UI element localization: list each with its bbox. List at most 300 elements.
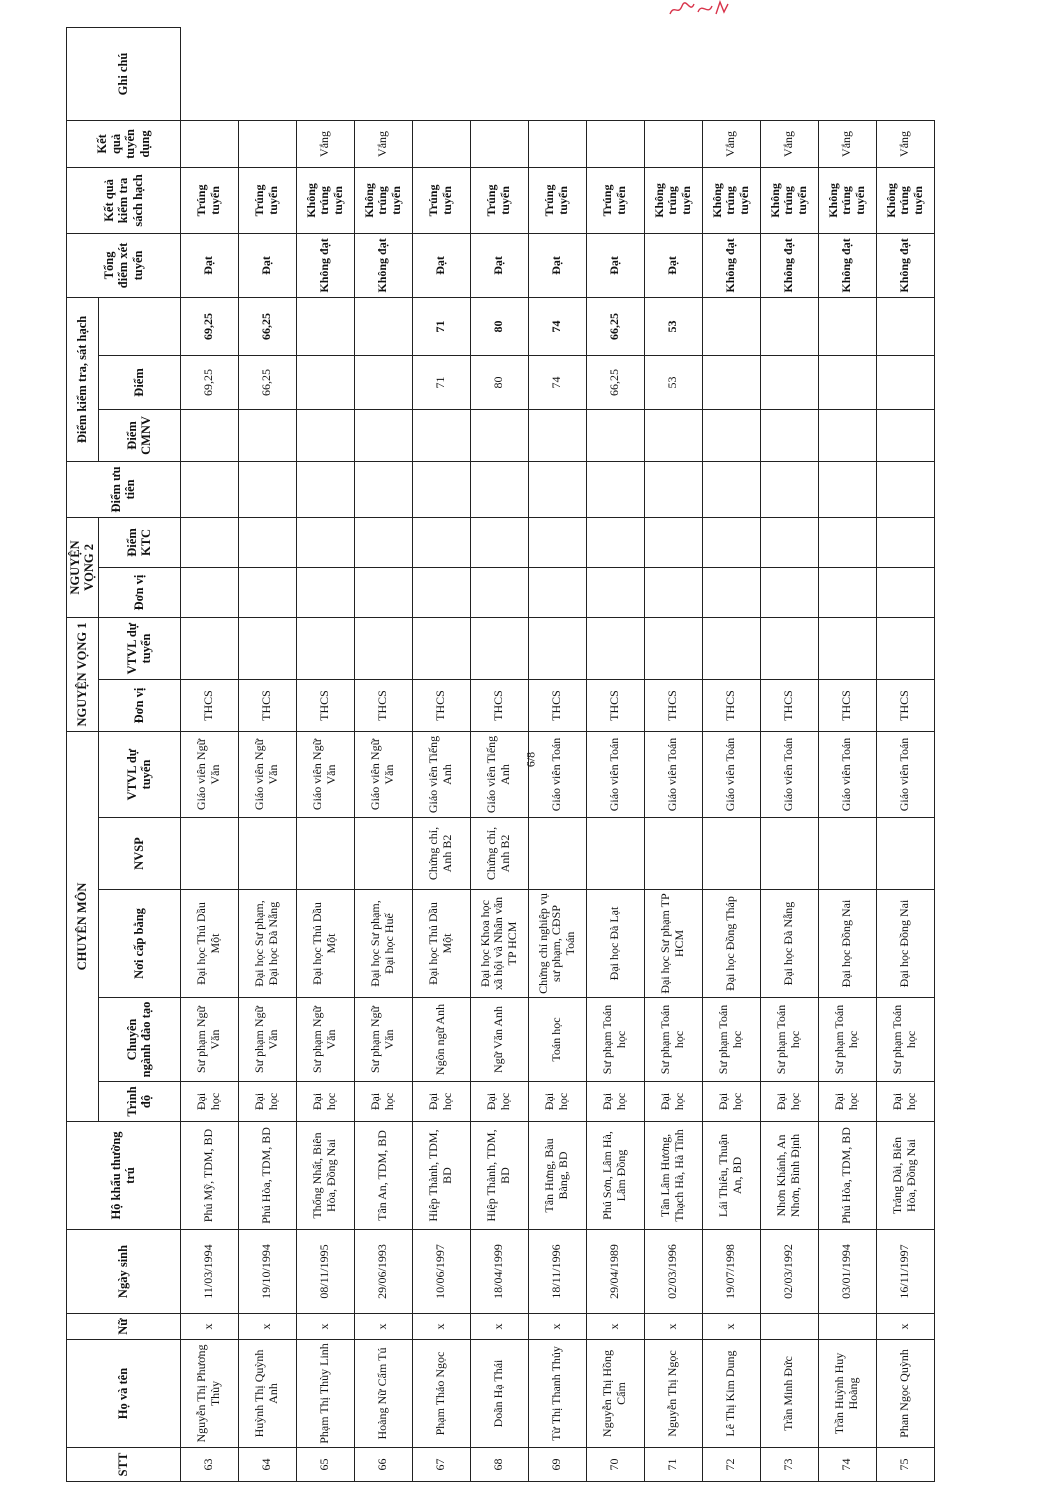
- row-note: [644, 120, 702, 167]
- row-cmnv-score: [702, 409, 760, 461]
- table-row: [644, 28, 702, 1482]
- row-hire-result: Trúng tuyển: [528, 167, 586, 233]
- row-issuer: Đại học Đồng Tháp: [702, 890, 760, 998]
- row-total-score: 66,25: [238, 297, 296, 355]
- row-dob: 19/07/1998: [702, 1230, 760, 1314]
- row-nv2-unit: [644, 567, 702, 617]
- row-nv1-unit: THCS: [586, 680, 644, 732]
- row-name: Phan Ngọc Quỳnh: [876, 1340, 934, 1448]
- row-nv2-position: [876, 617, 934, 679]
- row-residence: Trảng Dài, Biên Hòa, Đồng Nai: [876, 1122, 934, 1230]
- row-nv2-position: [238, 617, 296, 679]
- table-row: [702, 28, 760, 1482]
- row-issuer: Đại học Sư phạm TP HCM: [644, 890, 702, 998]
- row-nv1-position: Giáo viên Ngữ Văn: [238, 732, 296, 818]
- row-stt: 63: [180, 1448, 238, 1482]
- row-cmnv-score: [586, 409, 644, 461]
- row-nv1-unit: THCS: [354, 680, 412, 732]
- row-nv2-unit: [702, 567, 760, 617]
- row-nvsp: [818, 818, 876, 890]
- header-tong-diem: Tổng điểm xét tuyển: [67, 233, 181, 297]
- row-major: Sư phạm Toán học: [818, 998, 876, 1082]
- row-name: Doãn Hạ Thái: [470, 1340, 528, 1448]
- row-hire-result: Không trúng tuyển: [876, 167, 934, 233]
- row-nvsp: [760, 818, 818, 890]
- candidate-results-table: [66, 27, 935, 1482]
- row-nv1-position: Giáo viên Ngữ Văn: [354, 732, 412, 818]
- table-row: [470, 28, 528, 1482]
- header-ngay-sinh: Ngày sinh: [67, 1230, 181, 1314]
- row-nv2-position: [586, 617, 644, 679]
- row-major: Sư phạm Ngữ Văn: [238, 998, 296, 1082]
- header-row-1: [67, 28, 99, 1482]
- table-row: [586, 28, 644, 1482]
- row-total-score: [354, 297, 412, 355]
- row-nv2-unit: [412, 567, 470, 617]
- row-test-result: Không đạt: [354, 233, 412, 297]
- row-total-score: 74: [528, 297, 586, 355]
- row-ktc-score: [296, 461, 354, 517]
- row-cmnv-score: [354, 409, 412, 461]
- row-name: Phạm Thị Thùy Linh: [296, 1340, 354, 1448]
- row-nv1-position: Giáo viên Toán: [876, 732, 934, 818]
- row-ktc-score: [412, 461, 470, 517]
- row-total-score: 53: [644, 297, 702, 355]
- row-total-score: 71: [412, 297, 470, 355]
- row-test-result: Không đạt: [702, 233, 760, 297]
- row-stt: 71: [644, 1448, 702, 1482]
- table-row: [238, 28, 296, 1482]
- row-cmnv-score: [180, 409, 238, 461]
- row-total-score: [760, 297, 818, 355]
- row-total-score: [296, 297, 354, 355]
- row-dob: 08/11/1995: [296, 1230, 354, 1314]
- row-stt: 67: [412, 1448, 470, 1482]
- row-nv1-position: Giáo viên Ngữ Văn: [180, 732, 238, 818]
- row-hire-result: Trúng tuyển: [180, 167, 238, 233]
- row-issuer: Đại học Đà Nẵng: [760, 890, 818, 998]
- row-ktc-score: [644, 461, 702, 517]
- row-issuer: Đại học Thủ Dầu Một: [296, 890, 354, 998]
- row-stt: 74: [818, 1448, 876, 1482]
- row-note: Vắng: [876, 120, 934, 167]
- table-row: [180, 28, 238, 1482]
- row-test-result: Đạt: [238, 233, 296, 297]
- row-total-score: [818, 297, 876, 355]
- row-major: Sư phạm Toán học: [760, 998, 818, 1082]
- row-score: 66,25: [238, 355, 296, 409]
- row-residence: Phú Hòa, TDM, BD: [238, 1122, 296, 1230]
- row-nv2-position: [702, 617, 760, 679]
- row-level: Đại học: [238, 1082, 296, 1122]
- row-score: 71: [412, 355, 470, 409]
- row-hire-result: Không trúng tuyển: [760, 167, 818, 233]
- row-dob: 19/10/1994: [238, 1230, 296, 1314]
- row-nv1-unit: THCS: [412, 680, 470, 732]
- row-total-score: 69,25: [180, 297, 238, 355]
- header-nv1: NGUYỆN VỌNG 1: [67, 617, 99, 731]
- row-nv2-position: [296, 617, 354, 679]
- row-test-result: Đạt: [412, 233, 470, 297]
- row-ktc-score: [586, 461, 644, 517]
- row-issuer: Đại học Đà Lạt: [586, 890, 644, 998]
- row-ktc-score: [470, 461, 528, 517]
- row-gender: x: [238, 1314, 296, 1340]
- row-score: 80: [470, 355, 528, 409]
- header-nu: Nữ: [67, 1314, 181, 1340]
- row-nvsp: [296, 818, 354, 890]
- row-dob: 11/03/1994: [180, 1230, 238, 1314]
- header-stt: STT: [67, 1448, 181, 1482]
- row-ktc-score: [818, 461, 876, 517]
- row-major: Sư phạm Ngữ Văn: [296, 998, 354, 1082]
- row-dob: 29/04/1989: [586, 1230, 644, 1314]
- row-nv2-position: [818, 617, 876, 679]
- table-row: [876, 28, 934, 1482]
- table-row: [354, 28, 412, 1482]
- row-note: Vắng: [702, 120, 760, 167]
- row-major: Ngữ Văn Anh: [470, 998, 528, 1082]
- row-test-result: Không đạt: [760, 233, 818, 297]
- row-hire-result: Trúng tuyển: [470, 167, 528, 233]
- row-issuer: Chứng chỉ nghiệp vụ sư phạm, CĐSP Toán: [528, 890, 586, 998]
- row-ktc-score: [760, 461, 818, 517]
- row-residence: Hiệp Thành, TDM, BD: [470, 1122, 528, 1230]
- row-level: Đại học: [644, 1082, 702, 1122]
- row-nv1-position: Giáo viên Tiếng Anh: [412, 732, 470, 818]
- row-gender: x: [702, 1314, 760, 1340]
- row-nv1-position: Giáo viên Toán: [586, 732, 644, 818]
- row-nv2-position: [644, 617, 702, 679]
- row-level: Đại học: [876, 1082, 934, 1122]
- row-nvsp: [644, 818, 702, 890]
- row-dob: 29/06/1993: [354, 1230, 412, 1314]
- row-issuer: Đại học Sư phạm, Đại học Đà Nẵng: [238, 890, 296, 998]
- row-major: Sư phạm Toán học: [586, 998, 644, 1082]
- row-nv1-position: Giáo viên Toán: [644, 732, 702, 818]
- row-nv2-unit: [354, 567, 412, 617]
- row-name: Từ Thị Thanh Thủy: [528, 1340, 586, 1448]
- row-test-result: Đạt: [180, 233, 238, 297]
- row-ktc-score: [876, 461, 934, 517]
- row-nvsp: [528, 818, 586, 890]
- row-stt: 65: [296, 1448, 354, 1482]
- header-chuyen-mon: CHUYÊN MÔN: [67, 732, 99, 1122]
- row-residence: Hiệp Thành, TDM, BD: [412, 1122, 470, 1230]
- header-diem: Điểm: [98, 355, 180, 409]
- row-score: [354, 355, 412, 409]
- row-test-result: Không đạt: [876, 233, 934, 297]
- row-priority-score: [528, 517, 586, 567]
- row-issuer: Đại học Sư phạm, Đại học Huế: [354, 890, 412, 998]
- row-residence: Tân An, TDM, BD: [354, 1122, 412, 1230]
- row-priority-score: [296, 517, 354, 567]
- row-nv1-unit: THCS: [528, 680, 586, 732]
- row-name: Nguyễn Thị Phương Thùy: [180, 1340, 238, 1448]
- row-hire-result: Không trúng tuyển: [354, 167, 412, 233]
- row-nv1-unit: THCS: [296, 680, 354, 732]
- row-dob: 02/03/1996: [644, 1230, 702, 1314]
- row-dob: 02/03/1992: [760, 1230, 818, 1314]
- header-ho-ten: Họ và tên: [67, 1340, 181, 1448]
- row-gender: x: [296, 1314, 354, 1340]
- row-name: Phạm Thảo Ngọc: [412, 1340, 470, 1448]
- row-major: Sư phạm Ngữ Văn: [354, 998, 412, 1082]
- row-hire-result: Trúng tuyển: [586, 167, 644, 233]
- row-priority-score: [586, 517, 644, 567]
- row-score: [818, 355, 876, 409]
- row-note: Vắng: [296, 120, 354, 167]
- table-row: [296, 28, 354, 1482]
- row-name: Trần Minh Đức: [760, 1340, 818, 1448]
- row-note: [412, 120, 470, 167]
- row-dob: 18/11/1996: [528, 1230, 586, 1314]
- row-nv2-unit: [296, 567, 354, 617]
- header-nv1-vtvl: VTVL dự tuyển: [98, 732, 180, 818]
- row-residence: Thống Nhất, Biên Hòa, Đồng Nai: [296, 1122, 354, 1230]
- row-issuer: Đại học Đồng Nai: [818, 890, 876, 998]
- row-stt: 73: [760, 1448, 818, 1482]
- row-cmnv-score: [876, 409, 934, 461]
- row-major: Sư phạm Toán học: [644, 998, 702, 1082]
- row-gender: [760, 1314, 818, 1340]
- row-nv1-unit: THCS: [238, 680, 296, 732]
- row-issuer: Đại học Thủ Dầu Một: [180, 890, 238, 998]
- row-level: Đại học: [296, 1082, 354, 1122]
- header-diem-kiem-tra: Điểm kiểm tra, sát hạch: [67, 297, 99, 461]
- row-nv1-unit: THCS: [760, 680, 818, 732]
- row-nv1-unit: THCS: [702, 680, 760, 732]
- row-priority-score: [644, 517, 702, 567]
- row-priority-score: [702, 517, 760, 567]
- row-hire-result: Không trúng tuyển: [644, 167, 702, 233]
- row-test-result: Đạt: [470, 233, 528, 297]
- row-stt: 70: [586, 1448, 644, 1482]
- row-stt: 75: [876, 1448, 934, 1482]
- row-gender: x: [586, 1314, 644, 1340]
- row-issuer: Đại học Khoa học xã hội và Nhân văn TP HCM: [470, 890, 528, 998]
- header-kq-tuyen-dung: Kết quả tuyển dụng: [67, 120, 181, 167]
- row-nvsp: [586, 818, 644, 890]
- row-nv2-unit: [180, 567, 238, 617]
- row-issuer: Đại học Đồng Nai: [876, 890, 934, 998]
- row-score: 69,25: [180, 355, 238, 409]
- row-cmnv-score: [470, 409, 528, 461]
- row-dob: 10/06/1997: [412, 1230, 470, 1314]
- row-major: Sư phạm Toán học: [876, 998, 934, 1082]
- row-total-score: [876, 297, 934, 355]
- row-priority-score: [470, 517, 528, 567]
- row-hire-result: Trúng tuyển: [412, 167, 470, 233]
- row-major: Sư phạm Ngữ Văn: [180, 998, 238, 1082]
- row-nv2-position: [470, 617, 528, 679]
- row-nv1-unit: THCS: [876, 680, 934, 732]
- row-score: 74: [528, 355, 586, 409]
- row-name: Nguyễn Thị Ngọc: [644, 1340, 702, 1448]
- row-name: Nguyễn Thị Hồng Cẩm: [586, 1340, 644, 1448]
- row-note: [238, 120, 296, 167]
- row-priority-score: [238, 517, 296, 567]
- row-level: Đại học: [180, 1082, 238, 1122]
- row-nv1-position: Giáo viên Toán: [528, 732, 586, 818]
- table-row: [818, 28, 876, 1482]
- row-ktc-score: [180, 461, 238, 517]
- row-priority-score: [818, 517, 876, 567]
- row-total-score: 66,25: [586, 297, 644, 355]
- row-nv2-unit: [528, 567, 586, 617]
- row-nvsp: [702, 818, 760, 890]
- row-gender: x: [644, 1314, 702, 1340]
- row-nv2-unit: [876, 567, 934, 617]
- row-cmnv-score: [296, 409, 354, 461]
- header-noi-cap-bang: Nơi cấp bằng: [98, 890, 180, 998]
- row-test-result: Không đạt: [296, 233, 354, 297]
- row-note: [586, 120, 644, 167]
- row-level: Đại học: [528, 1082, 586, 1122]
- row-dob: 16/11/1997: [876, 1230, 934, 1314]
- row-hire-result: Trúng tuyển: [238, 167, 296, 233]
- row-priority-score: [760, 517, 818, 567]
- row-hire-result: Không trúng tuyển: [818, 167, 876, 233]
- table-row: [760, 28, 818, 1482]
- row-total-score: [702, 297, 760, 355]
- row-gender: [818, 1314, 876, 1340]
- row-nv2-unit: [238, 567, 296, 617]
- row-level: Đại học: [760, 1082, 818, 1122]
- row-level: Đại học: [354, 1082, 412, 1122]
- row-major: Sư phạm Toán học: [702, 998, 760, 1082]
- red-signature-mark: [668, 0, 730, 18]
- row-stt: 72: [702, 1448, 760, 1482]
- row-name: Trần Huỳnh Huy Hoàng: [818, 1340, 876, 1448]
- row-cmnv-score: [528, 409, 586, 461]
- row-priority-score: [180, 517, 238, 567]
- row-total-score: 80: [470, 297, 528, 355]
- row-nv2-unit: [470, 567, 528, 617]
- row-dob: 18/04/1999: [470, 1230, 528, 1314]
- header-diem-cmnv: Điểm CMNV: [98, 409, 180, 461]
- header-chuyen-nganh: Chuyên ngành đào tạo: [98, 998, 180, 1082]
- row-test-result: Đạt: [586, 233, 644, 297]
- row-name: Hoàng Nữ Cẩm Tú: [354, 1340, 412, 1448]
- header-ghi-chu: Ghi chú: [67, 28, 181, 121]
- row-score: [702, 355, 760, 409]
- page-number: 6/8: [523, 751, 538, 768]
- row-ktc-score: [528, 461, 586, 517]
- row-hire-result: Không trúng tuyển: [296, 167, 354, 233]
- row-residence: Tân Lâm Hương, Thạch Hà, Hà Tĩnh: [644, 1122, 702, 1230]
- row-cmnv-score: [644, 409, 702, 461]
- row-note: Vắng: [354, 120, 412, 167]
- row-gender: x: [412, 1314, 470, 1340]
- row-residence: Lái Thiêu, Thuận An, BD: [702, 1122, 760, 1230]
- row-name: Huỳnh Thị Quỳnh Anh: [238, 1340, 296, 1448]
- header-trinh-do: Trình độ: [98, 1082, 180, 1122]
- header-nvsp: NVSP: [98, 818, 180, 890]
- row-residence: Phú Sơn, Lâm Hà, Lâm Đồng: [586, 1122, 644, 1230]
- row-name: Lê Thị Kim Dung: [702, 1340, 760, 1448]
- row-nv2-unit: [760, 567, 818, 617]
- row-nv1-position: Giáo viên Toán: [818, 732, 876, 818]
- row-note: [470, 120, 528, 167]
- row-residence: Phú Mỹ, TDM, BD: [180, 1122, 238, 1230]
- row-note: [528, 120, 586, 167]
- row-priority-score: [876, 517, 934, 567]
- row-stt: 64: [238, 1448, 296, 1482]
- header-nv2-vtvl: VTVL dự tuyển: [98, 617, 180, 679]
- row-major: Ngôn ngữ Anh: [412, 998, 470, 1082]
- row-level: Đại học: [702, 1082, 760, 1122]
- row-nv1-unit: THCS: [470, 680, 528, 732]
- row-score: [760, 355, 818, 409]
- row-score: 53: [644, 355, 702, 409]
- row-test-result: Đạt: [644, 233, 702, 297]
- row-nv2-position: [528, 617, 586, 679]
- row-nv1-unit: THCS: [644, 680, 702, 732]
- row-test-result: Không đạt: [818, 233, 876, 297]
- row-level: Đại học: [586, 1082, 644, 1122]
- row-level: Đại học: [412, 1082, 470, 1122]
- row-issuer: Đại học Thủ Dầu Một: [412, 890, 470, 998]
- header-diem-uu-tien: Điểm ưu tiên: [67, 461, 181, 517]
- row-note: [180, 120, 238, 167]
- row-nv2-position: [180, 617, 238, 679]
- row-cmnv-score: [412, 409, 470, 461]
- row-ktc-score: [238, 461, 296, 517]
- row-score: [876, 355, 934, 409]
- row-nvsp: [354, 818, 412, 890]
- row-cmnv-score: [760, 409, 818, 461]
- header-nv1-don-vi: Đơn vị: [98, 680, 180, 732]
- row-stt: 68: [470, 1448, 528, 1482]
- row-nv1-position: Giáo viên Tiếng Anh: [470, 732, 528, 818]
- row-stt: 69: [528, 1448, 586, 1482]
- row-ktc-score: [702, 461, 760, 517]
- row-nv1-unit: THCS: [818, 680, 876, 732]
- header-nv2: NGUYỆN VỌNG 2: [67, 517, 99, 617]
- row-score: 66,25: [586, 355, 644, 409]
- row-nvsp: Chứng chỉ, Anh B2: [412, 818, 470, 890]
- row-nvsp: [876, 818, 934, 890]
- header-diem-ktc: Điểm KTC: [98, 517, 180, 567]
- row-test-result: Đạt: [528, 233, 586, 297]
- row-nv2-unit: [586, 567, 644, 617]
- row-residence: Tân Hưng, Bàu Bàng, BD: [528, 1122, 586, 1230]
- row-score: [296, 355, 354, 409]
- table-row: [412, 28, 470, 1482]
- row-priority-score: [412, 517, 470, 567]
- table-body: [180, 28, 934, 1482]
- row-nvsp: [238, 818, 296, 890]
- row-note: Vắng: [760, 120, 818, 167]
- row-nvsp: Chứng chỉ, Anh B2: [470, 818, 528, 890]
- row-ktc-score: [354, 461, 412, 517]
- row-gender: x: [876, 1314, 934, 1340]
- row-nv2-position: [760, 617, 818, 679]
- row-nv1-position: Giáo viên Toán: [702, 732, 760, 818]
- row-priority-score: [354, 517, 412, 567]
- row-major: Toán học: [528, 998, 586, 1082]
- row-nv2-position: [354, 617, 412, 679]
- row-nv1-position: Giáo viên Ngữ Văn: [296, 732, 354, 818]
- row-nvsp: [180, 818, 238, 890]
- header-kq-kiem-tra: Kết quả kiểm tra sách hạch: [67, 167, 181, 233]
- row-stt: 66: [354, 1448, 412, 1482]
- row-cmnv-score: [238, 409, 296, 461]
- row-nv2-position: [412, 617, 470, 679]
- row-nv1-unit: THCS: [180, 680, 238, 732]
- row-nv2-unit: [818, 567, 876, 617]
